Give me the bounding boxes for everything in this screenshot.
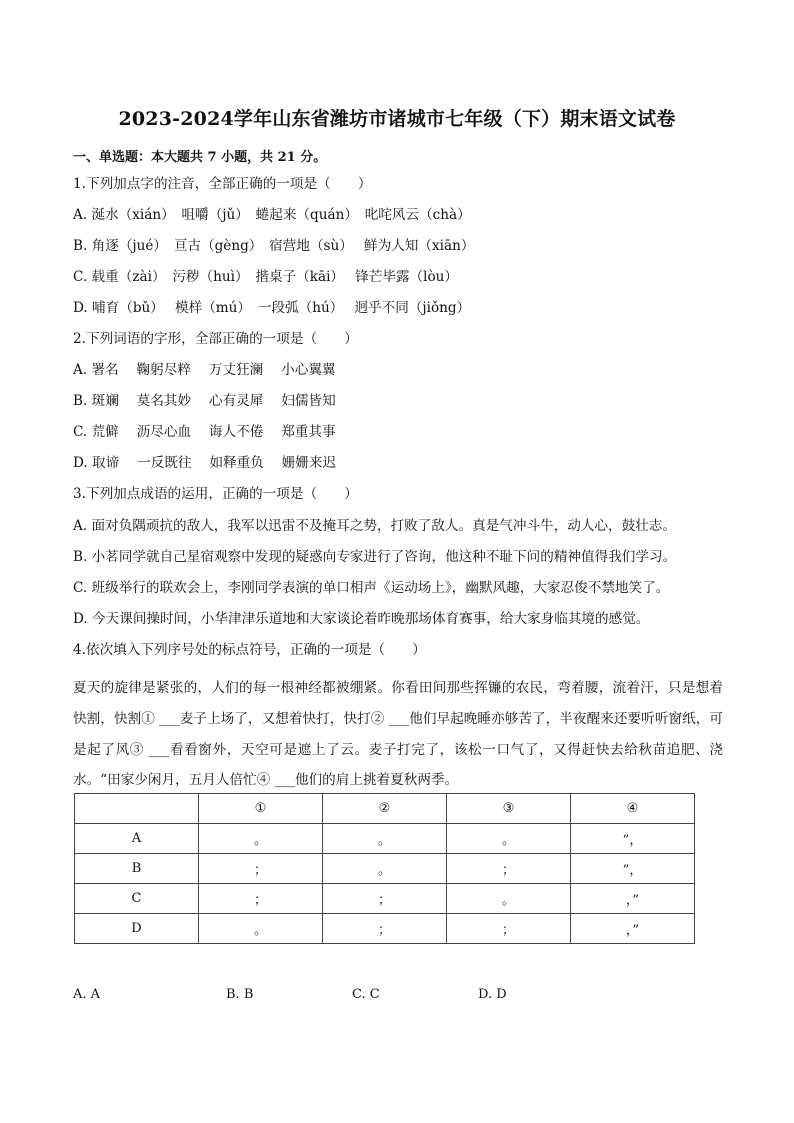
question-2-option-b: B. 斑斓 莫名其妙 心有灵犀 妇儒皆知 [73, 393, 336, 409]
exam-title: 2023-2024学年山东省潍坊市诸城市七年级（下）期末语文试卷 [118, 108, 676, 130]
punctuation-answer-table [74, 793, 695, 944]
question-2-option-a: A. 署名 鞠躬尽粹 万丈狂澜 小心翼翼 [73, 362, 336, 378]
question-4-stem: 4.依次填入下列序号处的标点符号，正确的一项是（ ） [73, 642, 426, 658]
table-cell: 。 [323, 854, 447, 884]
question-3-option-c: C. 班级举行的联欢会上，李刚同学表演的单口相声《运动场上》，幽默风趣，大家忍俊不禁地笑了。 [73, 580, 670, 596]
question-2-stem: 2.下列词语的字形，全部正确的一项是（ ） [73, 331, 358, 347]
answer-option-d: D. D [478, 987, 507, 1002]
table-cell: ； [199, 884, 323, 914]
table-cell [75, 794, 199, 824]
table-cell: C [75, 884, 199, 914]
answer-option-a: A. A [73, 987, 101, 1002]
question-2-option-d: D. 取谛 一反既往 如释重负 姗姗来迟 [73, 455, 337, 471]
question-1-option-b: B. 角逐（jué） 亘古（gèng） 宿营地（sù） 鲜为人知（xiān） [73, 238, 475, 254]
table-cell: ； [323, 884, 447, 914]
table-cell: 。 [447, 884, 571, 914]
table-cell: ，” [571, 884, 695, 914]
table-cell: ； [447, 854, 571, 884]
question-2-option-c: C. 荒僻 沥尽心血 诲人不倦 郑重其事 [73, 424, 336, 440]
question-1-option-d: D. 哺育（bǔ） 模样（mú） 一段弧（hú） 迥乎不同（jiǒng） [73, 300, 471, 316]
question-4-passage: 夏天的旋律是紧张的，人们的每一根神经都被绷紧。你看田间那些挥镰的农民，弯着腰，流着汗，只是想着快割，快割① ___麦子上场了，又想着快打，快打② ___他们早起晚睡亦够苦了，半夜醒来还要听听窗纸，可是起了风③ ___看看窗外，天空可是遮上了云。麦子打完了，该松一口气了，又得赶快去给秋苗追肥、浇水。“田家少闲月，五月人倍忙④ ___他们的肩上挑着夏秋两季。 [73, 680, 723, 789]
table-cell: ① [199, 794, 323, 824]
table-cell: ； [199, 854, 323, 884]
table-cell: ”， [571, 824, 695, 854]
table-row [75, 914, 695, 944]
question-3-option-d: D. 今天课间操时间，小华津津乐道地和大家谈论着昨晚那场体育赛事，给大家身临其境的感觉。 [73, 611, 650, 627]
table-cell: 。 [199, 914, 323, 944]
table-cell: ； [323, 914, 447, 944]
table-cell: B [75, 854, 199, 884]
table-cell: D [75, 914, 199, 944]
section-heading: 一、单选题：本大题共 7 小题，共 21 分。 [73, 150, 327, 165]
question-3-option-a: A. 面对负隅顽抗的敌人，我军以迅雷不及掩耳之势，打败了敌人。真是气冲斗牛，动人心，鼓壮志。 [73, 518, 676, 534]
table-header-row [75, 794, 695, 824]
table-cell: ； [447, 914, 571, 944]
table-cell: ④ [571, 794, 695, 824]
table-cell: 。 [199, 824, 323, 854]
table-cell: ② [323, 794, 447, 824]
answer-option-c: C. C [352, 987, 380, 1002]
table-row [75, 884, 695, 914]
question-3-stem: 3.下列加点成语的运用，正确的一项是（ ） [73, 486, 358, 502]
table-cell: 。 [447, 824, 571, 854]
question-1-option-c: C. 载重（zài） 污秽（huì） 揩桌子（kāi） 锋芒毕露（lòu） [73, 269, 458, 285]
table-row [75, 854, 695, 884]
table-cell: 。 [323, 824, 447, 854]
table-cell: A [75, 824, 199, 854]
question-3-option-b: B. 小茗同学就自己星宿观察中发现的疑惑向专家进行了咨询，他这种不耻下问的精神值得我们学习。 [73, 549, 677, 565]
answer-option-b: B. B [226, 987, 254, 1002]
question-1-stem: 1.下列加点字的注音，全部正确的一项是（ ） [73, 176, 372, 192]
table-cell: ，” [571, 914, 695, 944]
table-cell: ③ [447, 794, 571, 824]
table-cell: ”， [571, 854, 695, 884]
question-1-option-a: A. 涎水（xián） 咀嚼（jǔ） 蜷起来（quán） 叱咤风云（chà） [73, 207, 471, 223]
table-row [75, 824, 695, 854]
